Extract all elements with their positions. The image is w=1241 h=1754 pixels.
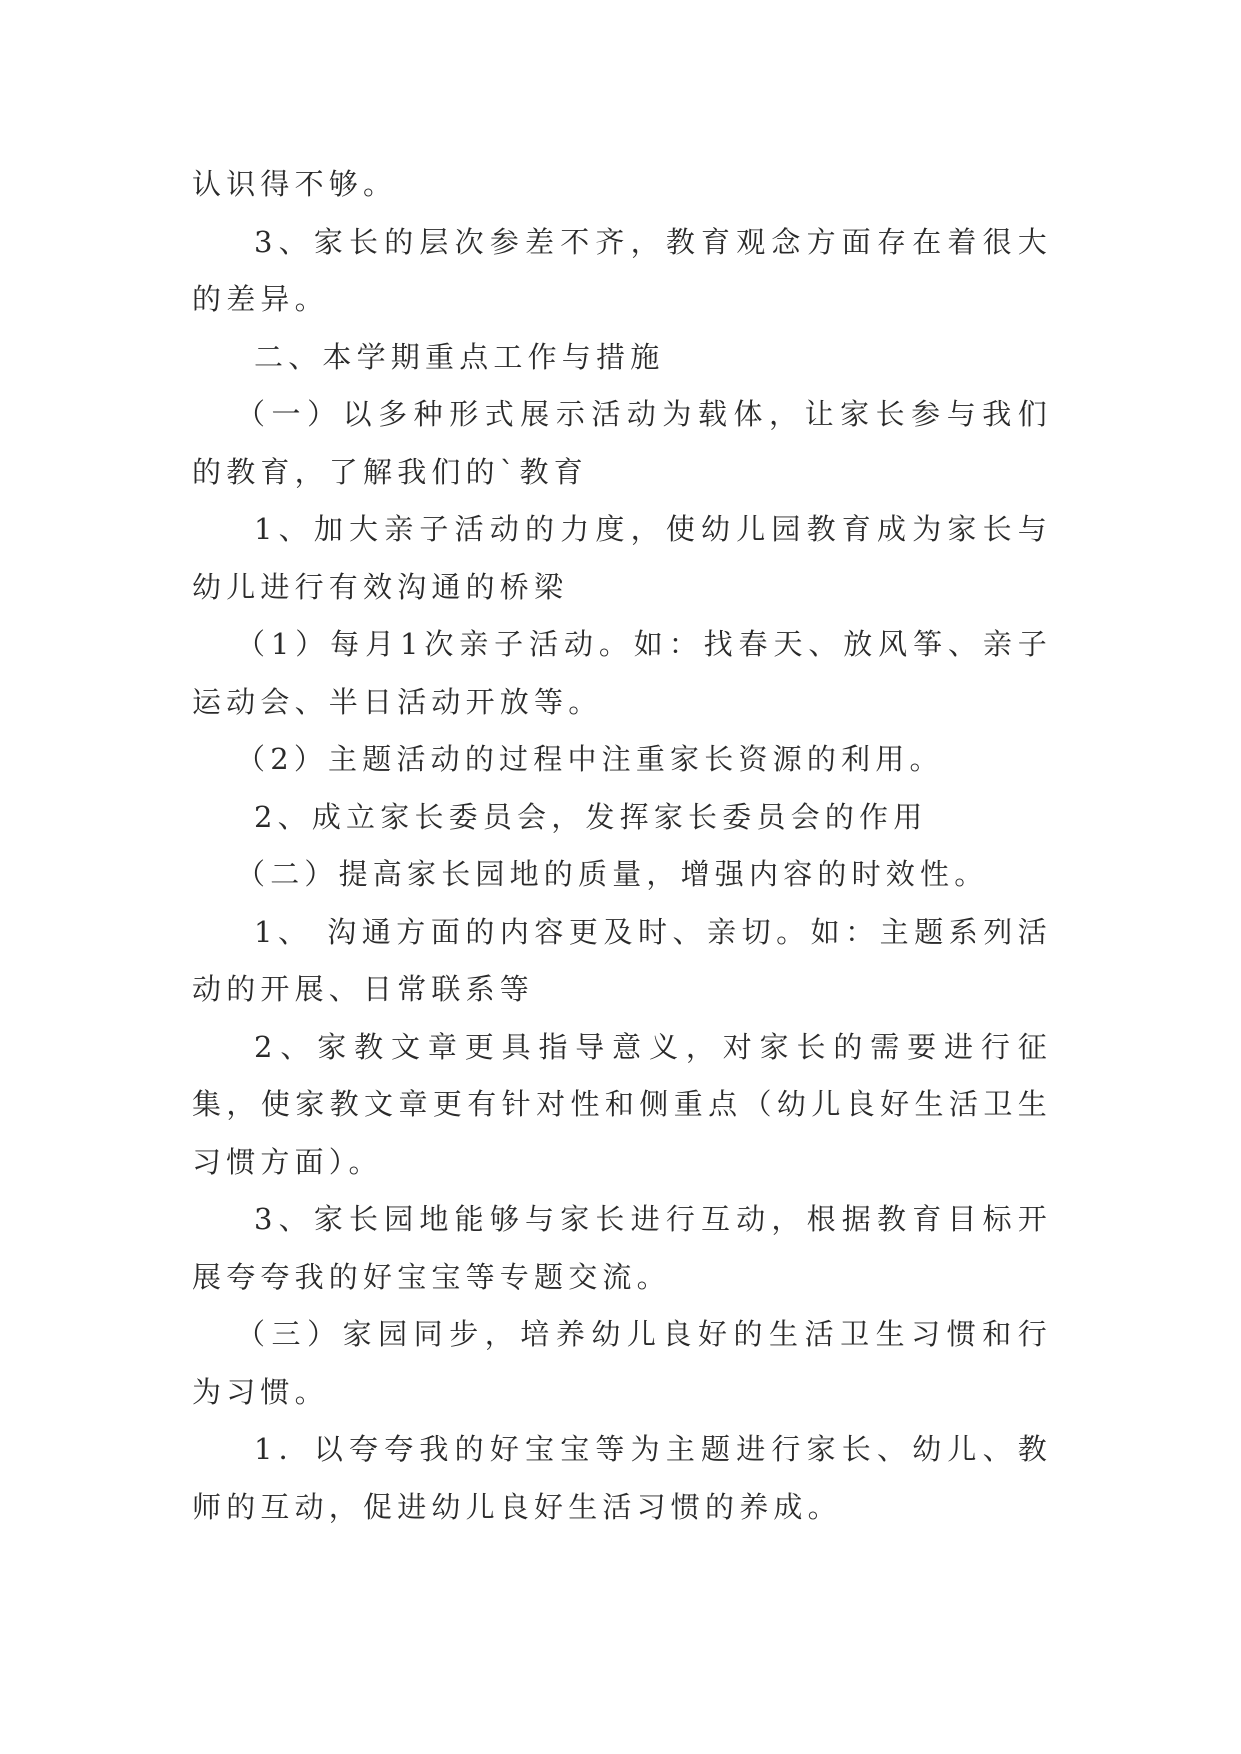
subsection-heading: （二）提高家长园地的质量，增强内容的时效性。	[236, 857, 989, 891]
subsection-heading: （一）以多种形式展示活动为载体，让家长参与我们的教育，了解我们的`教育	[192, 397, 1052, 489]
subsection-heading: （三）家园同步，培养幼儿良好的生活卫生习惯和行为习惯。	[192, 1317, 1052, 1409]
paragraph-item: 1、 沟通方面的内容更及时、亲切。如：主题系列活动的开展、日常联系等	[192, 914, 1052, 1006]
paragraph-subitem: （1）每月1次亲子活动。如：找春天、放风筝、亲子运动会、半日活动开放等。	[192, 627, 1052, 719]
paragraph-item: 1．以夸夸我的好宝宝等为主题进行家长、幼儿、教师的互动，促进幼儿良好生活习惯的养成。	[192, 1432, 1052, 1524]
paragraph-item: 3、家长的层次参差不齐，教育观念方面存在着很大的差异。	[192, 224, 1052, 316]
section-heading: 二、本学期重点工作与措施	[254, 339, 665, 374]
document-body	[192, 156, 1052, 1536]
paragraph-continuation: 认识得不够。	[192, 167, 398, 201]
paragraph-item: 2、成立家长委员会，发挥家长委员会的作用	[254, 799, 928, 834]
paragraph-item: 1、加大亲子活动的力度，使幼儿园教育成为家长与幼儿进行有效沟通的桥梁	[192, 512, 1052, 604]
paragraph-subitem: （2）主题活动的过程中注重家长资源的利用。	[236, 742, 944, 776]
paragraph-item: 3、家长园地能够与家长进行互动，根据教育目标开展夸夸我的好宝宝等专题交流。	[192, 1202, 1052, 1294]
paragraph-item: 2、家教文章更具指导意义，对家长的需要进行征集，使家教文章更有针对性和侧重点（幼儿良好生活卫生习惯方面）。	[192, 1029, 1052, 1179]
